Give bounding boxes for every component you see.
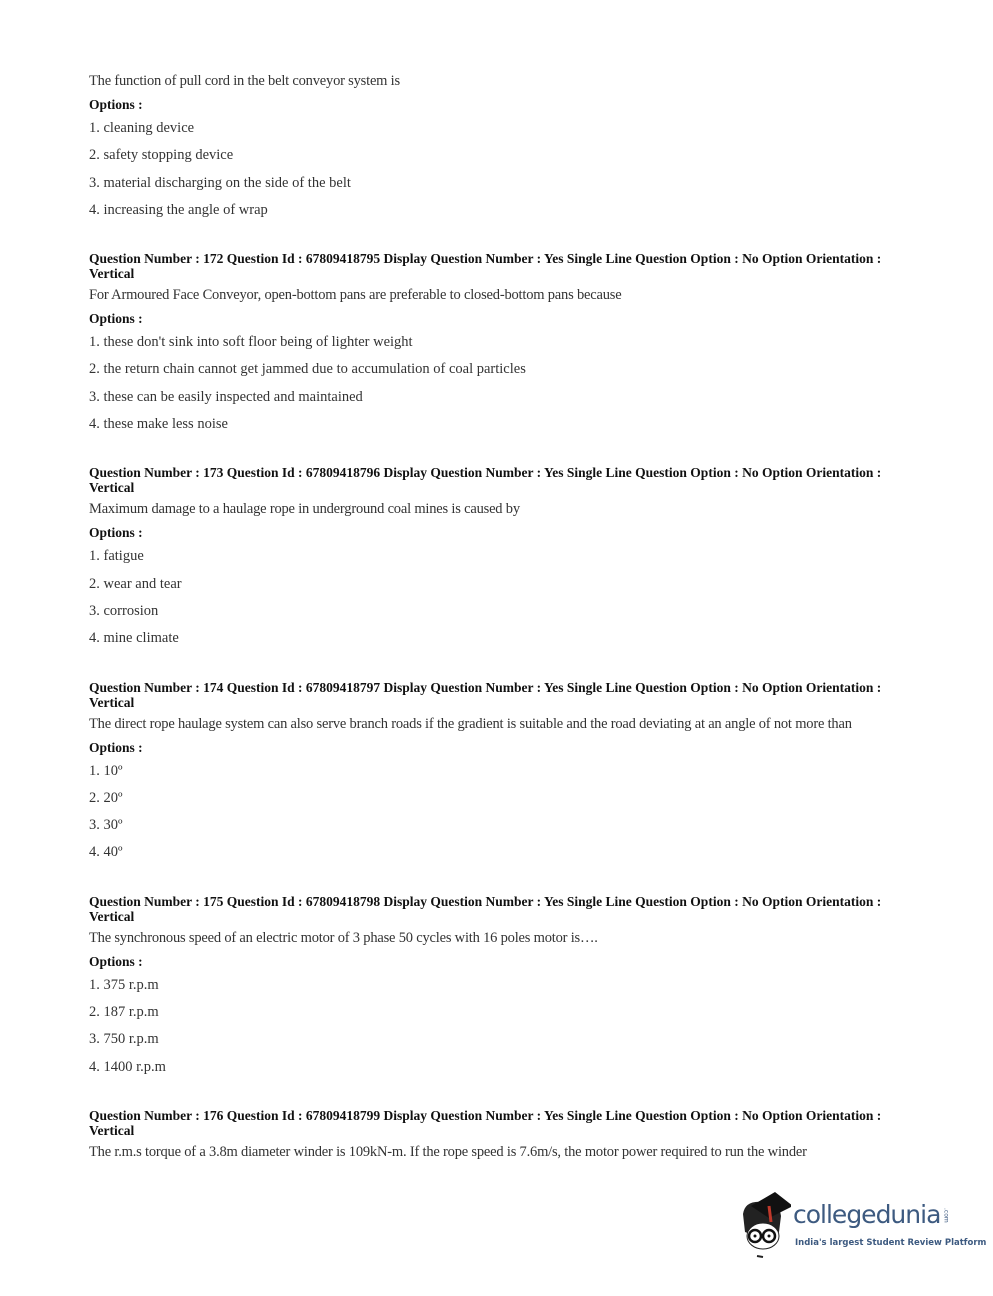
option-item: 3. corrosion (89, 602, 159, 619)
option-item: 3. material discharging on the side of the belt (89, 174, 351, 191)
question-text: The synchronous speed of an electric motor of 3 phase 50 cycles with 16 poles motor is…. (89, 929, 598, 946)
question-header: Question Number : 172 Question Id : 67809418795 Display Question Number : Yes Single Line Question Option : No Option Orientation : Vertical (89, 251, 882, 282)
option-item: 4. increasing the angle of wrap (89, 201, 268, 218)
option-item: 4. 1400 r.p.m (89, 1058, 166, 1075)
logo-brand: collegedunia (793, 1200, 941, 1229)
option-item: 4. 40º (89, 844, 123, 861)
option-item: 1. 10º (89, 762, 123, 779)
option-item: 4. mine climate (89, 630, 179, 647)
logo-tagline: India's largest Student Review Platform (795, 1238, 987, 1248)
option-item: 2. 187 r.p.m (89, 1004, 159, 1021)
option-item: 2. wear and tear (89, 575, 182, 592)
logo-wordmark (793, 1200, 949, 1230)
option-item: 1. these don't sink into soft floor being of lighter weight (89, 334, 413, 351)
question-list (89, 67, 979, 1190)
option-item: 1. 375 r.p.m (89, 976, 159, 993)
question-block (89, 894, 979, 1081)
question-block (89, 1108, 979, 1163)
options-label: Options : (89, 311, 143, 327)
option-item: 3. 30º (89, 817, 123, 834)
question-text: The direct rope haulage system can also serve branch roads if the gradient is suitable and the road deviating at an angle of not more than (89, 715, 852, 732)
option-item: 1. fatigue (89, 548, 144, 565)
question-header: Question Number : 175 Question Id : 67809418798 Display Question Number : Yes Single Line Question Option : No Option Orientation : Vertical (89, 893, 882, 924)
mascot-icon (735, 1192, 791, 1262)
logo-suffix: .com (942, 1208, 950, 1223)
option-item: 3. 750 r.p.m (89, 1031, 159, 1048)
options-label: Options : (89, 953, 143, 969)
question-text: The r.m.s torque of a 3.8m diameter winder is 109kN-m. If the rope speed is 7.6m/s, the motor power required to run the winder (89, 1143, 807, 1160)
option-item: 3. these can be easily inspected and maintained (89, 388, 363, 405)
option-item: 2. safety stopping device (89, 147, 234, 164)
question-header: Question Number : 173 Question Id : 67809418796 Display Question Number : Yes Single Line Question Option : No Option Orientation : Vertical (89, 465, 882, 496)
question-block (89, 465, 979, 652)
question-header: Question Number : 174 Question Id : 67809418797 Display Question Number : Yes Single Line Question Option : No Option Orientation : Vertical (89, 679, 882, 710)
option-item: 1. cleaning device (89, 120, 195, 136)
option-item: 2. the return chain cannot get jammed due to accumulation of coal particles (89, 361, 526, 378)
question-block (89, 680, 979, 867)
question-text: Maximum damage to a haulage rope in underground coal mines is caused by (89, 501, 520, 518)
collegedunia-logo (735, 1192, 985, 1262)
question-text: The function of pull cord in the belt conveyor system is (89, 73, 400, 89)
question-text: For Armoured Face Conveyor, open-bottom pans are preferable to closed-bottom pans because (89, 287, 622, 304)
options-label: Options : (89, 97, 143, 112)
question-header: Question Number : 176 Question Id : 67809418799 Display Question Number : Yes Single Line Question Option : No Option Orientation : Vertical (89, 1107, 882, 1138)
options-label: Options : (89, 525, 143, 541)
options-label: Options : (89, 739, 143, 755)
option-item: 4. these make less noise (89, 416, 228, 433)
question-block (89, 70, 979, 224)
question-block (89, 251, 979, 438)
option-item: 2. 20º (89, 789, 123, 806)
